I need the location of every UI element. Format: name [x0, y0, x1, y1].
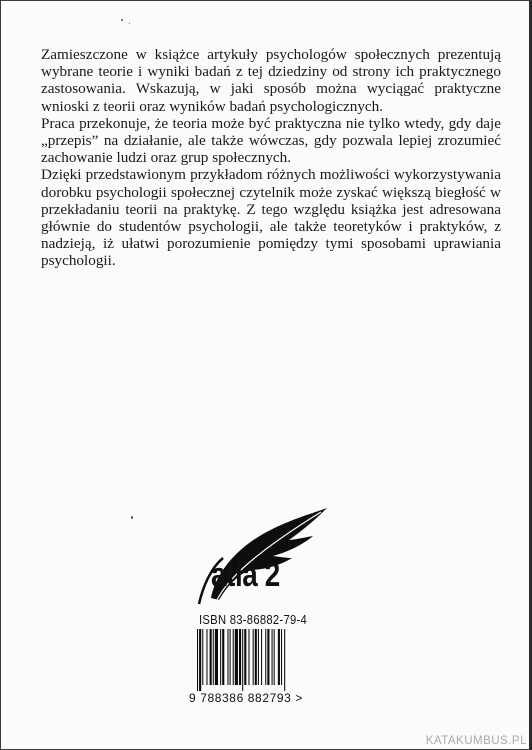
barcode-bar: [278, 629, 280, 685]
barcode-bar: [272, 629, 273, 685]
barcode-bar: [281, 629, 282, 685]
blurb-paragraph-2: Praca przekonuje, że teoria może być praktyczna nie tylko wtedy, gdy daje „przepis” na działanie, ale także wówczas, gdy pozwala lepiej zrozumieć zachowanie ludzi oraz grup społecznych.: [41, 114, 501, 167]
barcode-bar: [253, 629, 254, 685]
barcode-bar: [267, 629, 269, 685]
barcode-bar: [197, 629, 198, 691]
barcode-bar: [235, 629, 238, 685]
barcode-bar: [210, 629, 212, 685]
barcode: [197, 629, 333, 691]
barcode-bar: [233, 629, 234, 685]
barcode-bar: [230, 629, 231, 685]
cover-blurb: [41, 46, 501, 270]
barcode-bar: [206, 629, 207, 685]
isbn-label: ISBN 83-86882-79-4: [199, 613, 308, 627]
barcode-bar: [199, 629, 201, 691]
barcode-bar: [239, 629, 241, 685]
barcode-bar: [213, 629, 214, 685]
barcode-bar: [244, 629, 246, 685]
blurb-paragraph-1: Zamieszczone w książce artykuły psychologów społecznych prezentują wybrane teorie i wyniki badań z tej dziedziny od strony ich praktycznego zastosowania. Wskazują, w jaki sposób można wyciągać praktyczne wnioski z teorii oraz wyników badań psychologicznych.: [41, 46, 501, 115]
barcode-bar: [202, 629, 203, 685]
barcode-bar: [242, 629, 243, 691]
barcode-bar: [222, 629, 224, 685]
barcode-bar: [258, 629, 259, 685]
scan-speck: [129, 23, 130, 24]
barcode-bar: [261, 629, 262, 685]
barcode-bar: [274, 629, 275, 685]
barcode-bar: [265, 629, 266, 685]
barcode-bar: [220, 629, 221, 685]
ean-digits: 9 788386 882793 >: [189, 691, 303, 705]
publisher-logo-text: atla 2: [211, 556, 280, 594]
scan-speck: [121, 19, 123, 21]
blurb-paragraph-3: Dzięki przedstawionym przykładom różnych możliwości wykorzystywania dorobku psychologii społecznej czytelnik może zyskać większą biegłość w przekładaniu teorii na praktykę. Z tego względu książka jest adresowana głównie do studentów psychologii, ale także teoretyków i praktyków, z nadzieją, iż ułatwi porozumienie pomiędzy tymi sposobami uprawiania psychologii.: [41, 166, 501, 270]
barcode-bar: [227, 629, 228, 685]
watermark: KATAKUMBUS.PL: [425, 735, 527, 747]
barcode-bar: [255, 629, 257, 685]
barcode-bar: [248, 629, 249, 685]
barcode-bar: [284, 629, 285, 691]
barcode-bar: [215, 629, 218, 685]
scan-speck: [131, 516, 133, 519]
